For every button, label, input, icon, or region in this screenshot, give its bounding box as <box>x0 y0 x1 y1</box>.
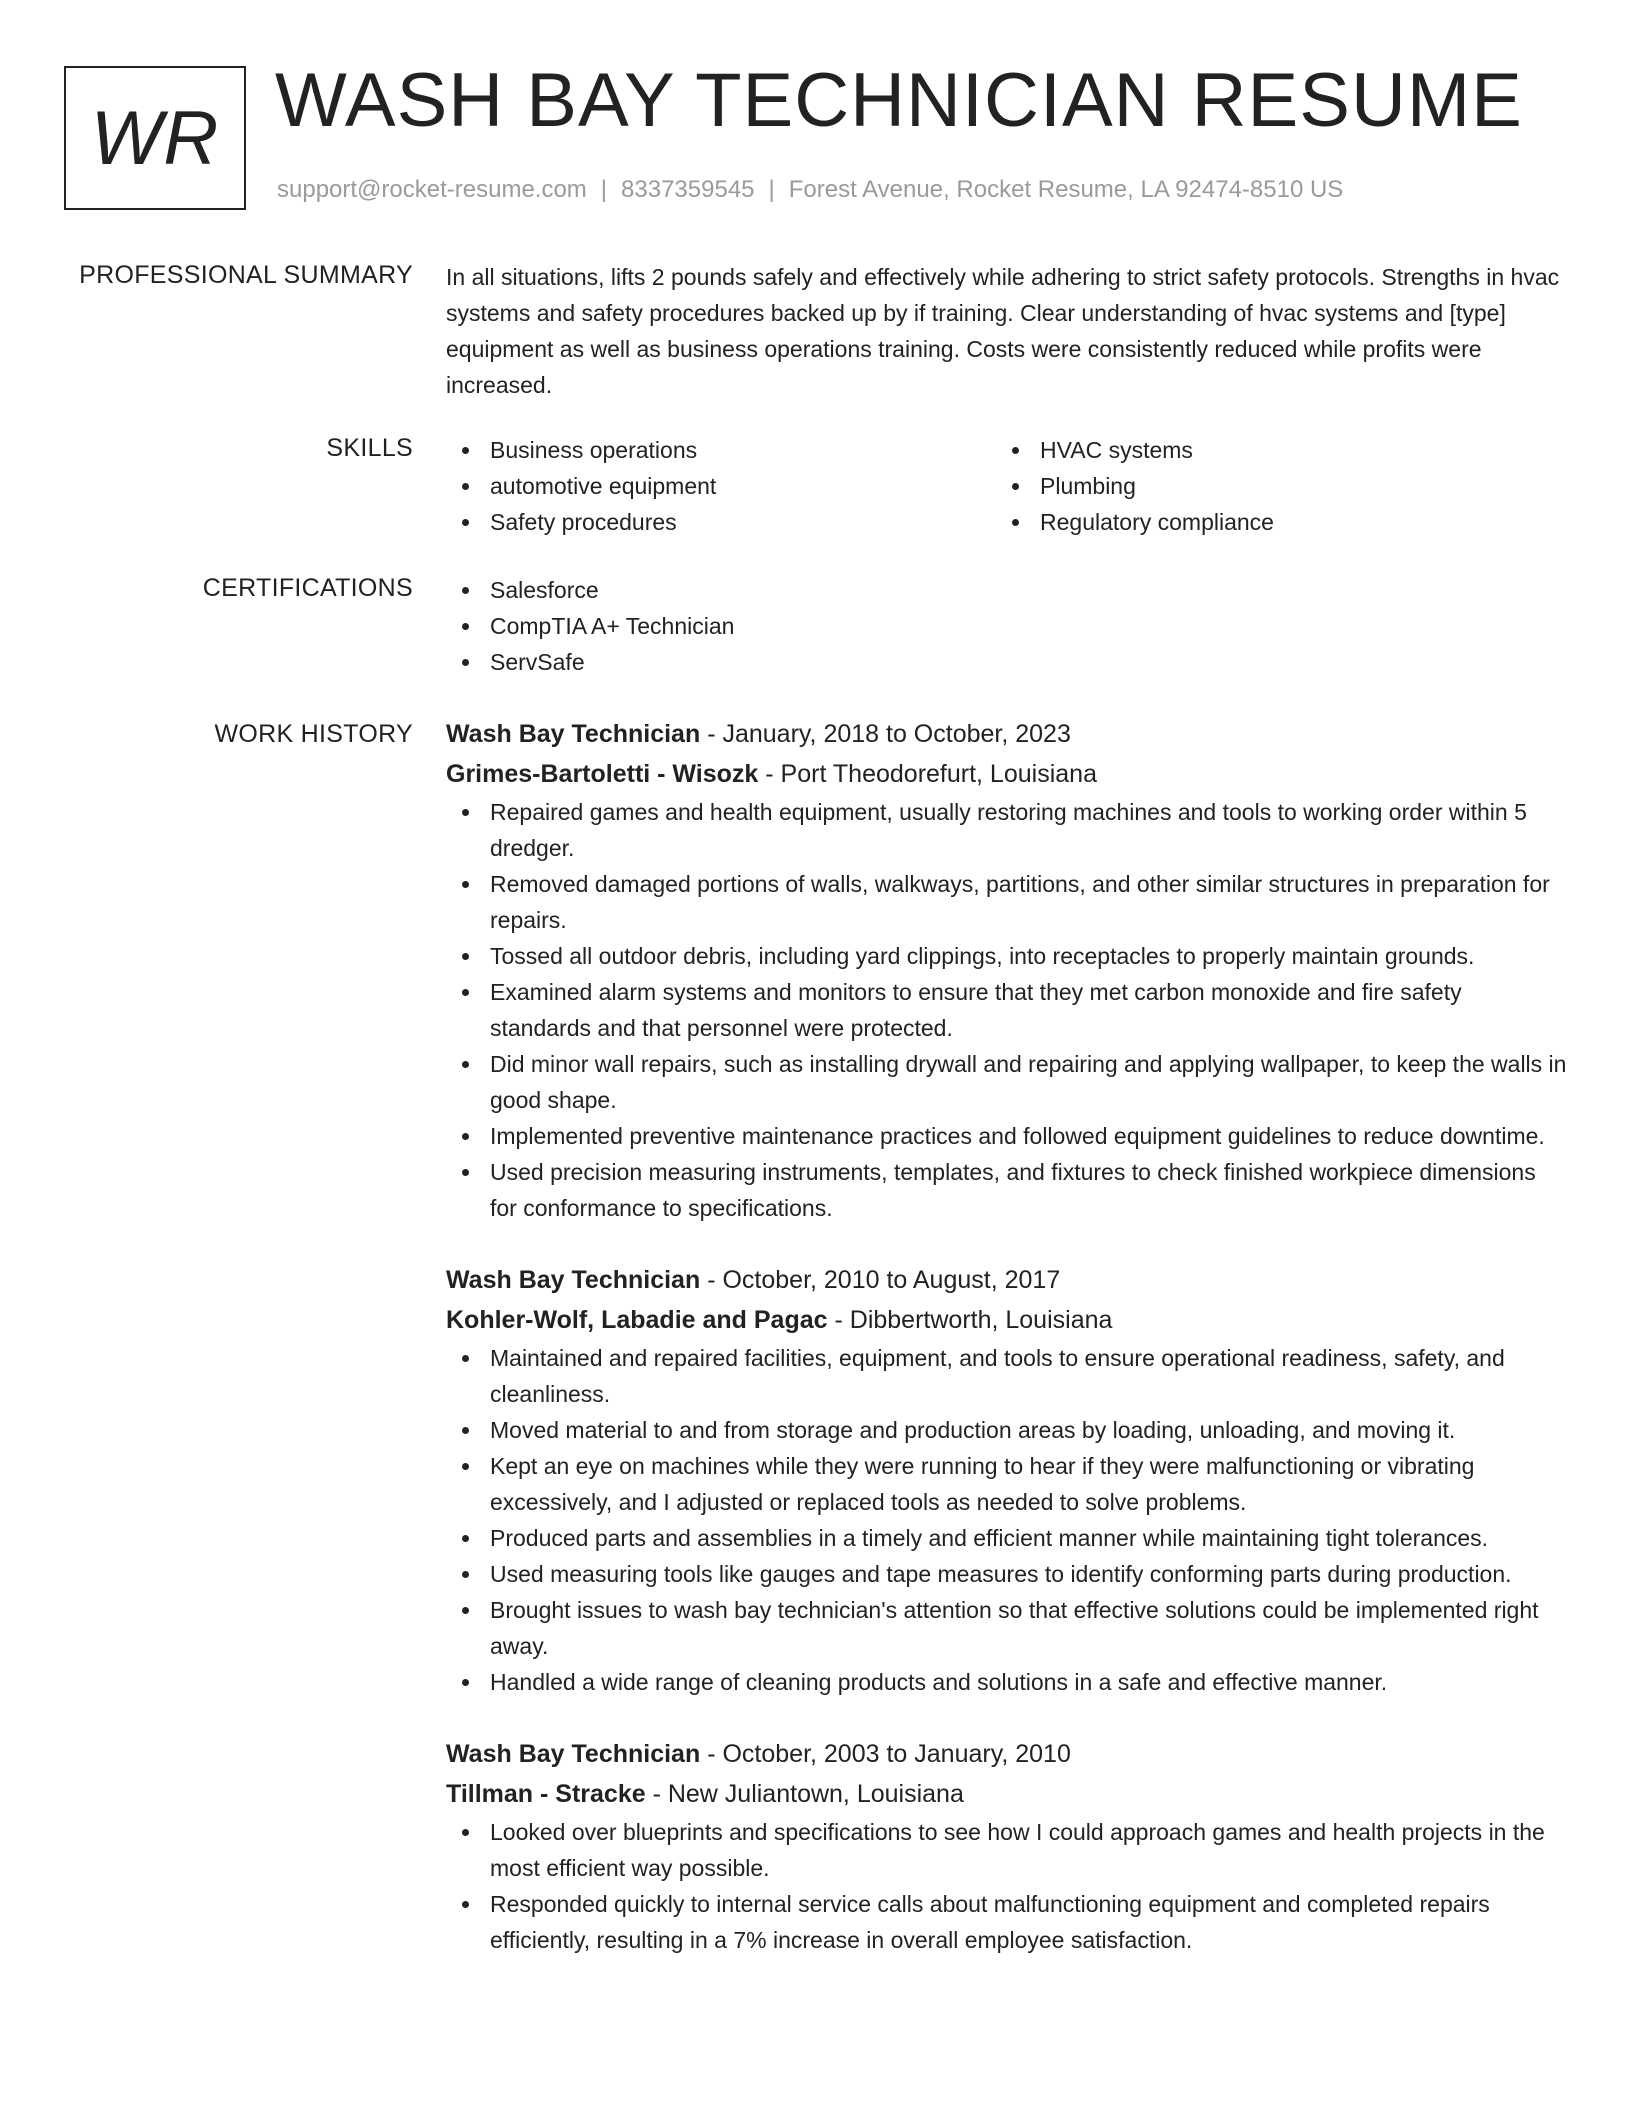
section-label-summary: PROFESSIONAL SUMMARY <box>79 261 413 289</box>
job-title-line <box>446 714 1568 754</box>
job-duty: Did minor wall repairs, such as installing drywall and repairing and applying wallpaper, to keep the walls in good shape. <box>446 1046 1568 1118</box>
contact-separator: | <box>600 176 608 203</box>
certification-item: ServSafe <box>446 644 1568 680</box>
certification-item: CompTIA A+ Technician <box>446 608 1568 644</box>
skill-item: Business operations <box>446 432 996 468</box>
job-duties <box>446 1340 1568 1700</box>
job-duty: Handled a wide range of cleaning products and solutions in a safe and effective manner. <box>446 1664 1568 1700</box>
job-company-line <box>446 754 1568 794</box>
section-label-work-history: WORK HISTORY <box>214 720 413 748</box>
job-duty: Used precision measuring instruments, templates, and fixtures to check finished workpiece dimensions for conformance to specifications. <box>446 1154 1568 1226</box>
contact-separator: | <box>768 176 775 203</box>
job-duty: Repaired games and health equipment, usually restoring machines and tools to working order within 5 dredger. <box>446 794 1568 866</box>
job-title-line <box>446 1260 1568 1300</box>
job-company-line <box>446 1774 1568 1814</box>
job-duty: Used measuring tools like gauges and tape measures to identify conforming parts during production. <box>446 1556 1568 1592</box>
job-location: - New Juliantown, Louisiana <box>645 1780 964 1808</box>
job-duty: Brought issues to wash bay technician's attention so that effective solutions could be implemented right away. <box>446 1592 1568 1664</box>
contact-email[interactable]: support@rocket-resume.com <box>277 176 587 203</box>
job-company: Kohler-Wolf, Labadie and Pagac <box>446 1306 828 1334</box>
section-label-skills: SKILLS <box>326 434 413 462</box>
job-company: Tillman - Stracke <box>446 1780 646 1808</box>
job-entry <box>446 1260 1568 1700</box>
skill-item: automotive equipment <box>446 468 996 504</box>
job-duty: Tossed all outdoor debris, including yard clippings, into receptacles to properly maintain grounds. <box>446 938 1568 974</box>
skill-item: Regulatory compliance <box>996 504 1546 540</box>
job-duty: Examined alarm systems and monitors to ensure that they met carbon monoxide and fire safety standards and that personnel were protected. <box>446 974 1568 1046</box>
skills-column-left <box>446 432 996 540</box>
contact-phone[interactable]: 8337359545 <box>621 176 755 203</box>
job-duty: Looked over blueprints and specifications to see how I could approach games and health projects in the most efficient way possible. <box>446 1814 1568 1886</box>
job-location: - Dibbertworth, Louisiana <box>827 1306 1113 1334</box>
summary-text: In all situations, lifts 2 pounds safely and effectively while adhering to strict safety protocols. Strengths in hvac systems and safety procedures backed up by if training. Clear understanding of hvac systems and [type] equipment as well as business operations training. Costs were consistently reduced while profits were increased. <box>446 264 1560 398</box>
job-location: - Port Theodorefurt, Louisiana <box>758 760 1097 788</box>
certifications-list <box>446 572 1568 680</box>
skill-item: Safety procedures <box>446 504 996 540</box>
job-duty: Implemented preventive maintenance practices and followed equipment guidelines to reduce downtime. <box>446 1118 1568 1154</box>
skill-item: HVAC systems <box>996 432 1546 468</box>
job-duty: Produced parts and assemblies in a timely and efficient manner while maintaining tight tolerances. <box>446 1520 1568 1556</box>
monogram-logo: WR <box>64 66 246 210</box>
job-entry <box>446 714 1568 1226</box>
contact-address: Forest Avenue, Rocket Resume, LA 92474-8510 US <box>788 176 1344 203</box>
job-dates: - October, 2003 to January, 2010 <box>700 1740 1071 1768</box>
job-duty: Maintained and repaired facilities, equipment, and tools to ensure operational readiness, safety, and cleanliness. <box>446 1340 1568 1412</box>
job-duty: Moved material to and from storage and production areas by loading, unloading, and moving it. <box>446 1412 1568 1448</box>
contact-line <box>277 174 1343 206</box>
skills-list <box>446 432 1568 540</box>
job-title-line <box>446 1734 1568 1774</box>
job-duty: Responded quickly to internal service calls about malfunctioning equipment and completed repairs efficiently, resulting in a 7% increase in overall employee satisfaction. <box>446 1886 1568 1958</box>
skills-column-right <box>996 432 1546 540</box>
job-duties <box>446 794 1568 1226</box>
skill-item: Plumbing <box>996 468 1546 504</box>
job-duty: Kept an eye on machines while they were running to hear if they were malfunctioning or vibrating excessively, and I adjusted or replaced tools as needed to solve problems. <box>446 1448 1568 1520</box>
section-label-certifications: CERTIFICATIONS <box>202 574 413 602</box>
job-duty: Removed damaged portions of walls, walkways, partitions, and other similar structures in preparation for repairs. <box>446 866 1568 938</box>
work-history-list <box>446 714 1568 1992</box>
job-company: Grimes-Bartoletti - Wisozk <box>446 760 759 788</box>
job-dates: - October, 2010 to August, 2017 <box>700 1266 1061 1294</box>
job-duties <box>446 1814 1568 1958</box>
job-company-line <box>446 1300 1568 1340</box>
certification-item: Salesforce <box>446 572 1568 608</box>
page-title: WASH BAY TECHNICIAN RESUME <box>275 58 1523 143</box>
job-entry <box>446 1734 1568 1958</box>
job-title: Wash Bay Technician <box>446 1266 701 1294</box>
job-title: Wash Bay Technician <box>446 720 701 748</box>
job-dates: - January, 2018 to October, 2023 <box>700 720 1071 748</box>
job-title: Wash Bay Technician <box>446 1740 701 1768</box>
